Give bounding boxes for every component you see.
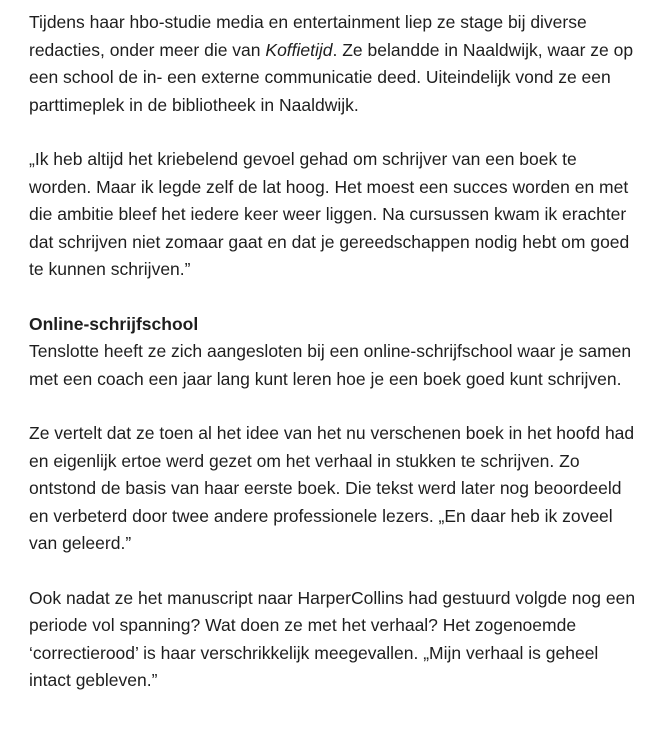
paragraph-online-school: Tenslotte heeft ze zich aangesloten bij een online-schrijfschool waar je samen met een coach een jaar lang kunt leren hoe je een boek goed kunt schrijven. — [29, 341, 632, 389]
paragraph-quote-writer: „Ik heb altijd het kriebelend gevoel gehad om schrijver van een boek te worden. Maar ik legde zelf de lat hoog. Het moest een succes worden en met die ambitie bleef het iedere keer weer liggen. Na cursussen kwam ik erachter dat schrijven niet zomaar gaat en dat je gereedschappen nodig hebt om goed te kunnen schrijven.” — [29, 149, 630, 279]
paragraph-internship-text-end: . Ze belandde in Naaldwijk, waar ze op een school de in- een externe communicatie deed. Uiteindelijk vond ze een parttimeplek in de bibliotheek in Naaldwijk. — [29, 39, 634, 115]
koffietijd-italic: Koffietijd — [265, 39, 333, 60]
paragraph-manuscript: Ook nadat ze het manuscript naar HarperCollins had gestuurd volgde nog een periode vol spanning? Wat doen ze met het verhaal? Het zogenoemde ‘correctierood’ is haar verschrikkelijk meegevallen. „Mijn verhaal is geheel intact gebleven.” — [29, 587, 636, 690]
paragraph-first-book: Ze vertelt dat ze toen al het idee van het nu verschenen boek in het hoofd had en eigenlijk ertoe werd gezet om het verhaal in stukken te schrijven. Zo ontstond de basis van haar eerste boek. Die tekst werd later nog beoordeeld en verbeterd door twee andere professionele lezers. „En daar heb ik zoveel van geleerd.” — [29, 423, 635, 553]
section-heading: Online-schrijfschool — [29, 313, 199, 334]
article-body — [29, 9, 641, 695]
paragraph-internship — [29, 9, 641, 119]
paragraph-internship-text-start: Tijdens haar hbo-studie media en entertainment liep ze stage bij diverse redacties, onder meer die van — [29, 12, 587, 60]
